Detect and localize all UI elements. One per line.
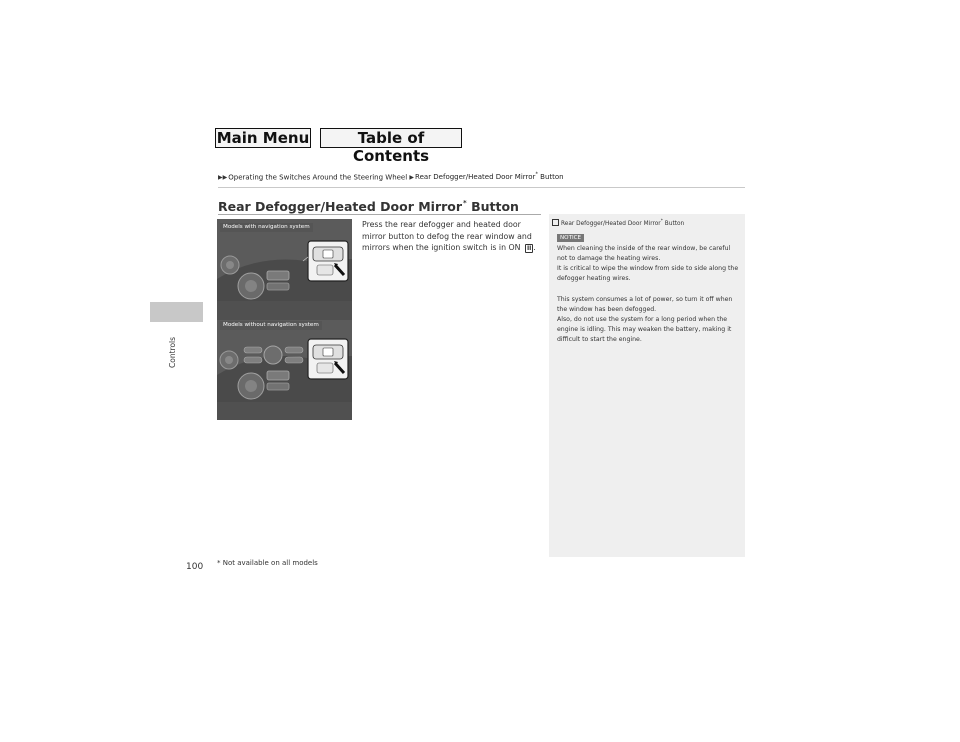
page-number: 100 bbox=[186, 562, 204, 572]
chapter-tab[interactable] bbox=[150, 302, 203, 322]
breadcrumb bbox=[218, 172, 564, 181]
note-paragraph-2: It is critical to wipe the window from side to side along the defogger heating wires. bbox=[557, 265, 739, 282]
dashboard-photo-no-navigation bbox=[217, 320, 352, 420]
note-title: Rear Defogger/Heated Door Mirror* Button bbox=[552, 219, 684, 227]
notice-badge: NOTICE bbox=[557, 234, 584, 242]
title-divider bbox=[218, 214, 541, 215]
breadcrumb-arrow-icon: ▶ bbox=[409, 174, 415, 182]
note-reference-icon bbox=[552, 219, 559, 226]
main-menu-button[interactable]: Main Menu bbox=[216, 129, 310, 147]
chapter-label: Controls bbox=[168, 336, 177, 368]
breadcrumb-item-switches[interactable]: Operating the Switches Around the Steering Wheel bbox=[228, 173, 408, 182]
image-caption-no-navigation: Models without navigation system bbox=[220, 321, 322, 330]
note-paragraph-1: When cleaning the inside of the rear window, be careful not to damage the heating wires. bbox=[557, 245, 731, 262]
image-caption-navigation: Models with navigation system bbox=[220, 223, 313, 232]
breadcrumb-arrow-icon: ▶▶ bbox=[218, 174, 228, 182]
note-paragraph-3: This system consumes a lot of power, so turn it off when the window has been defogged. bbox=[557, 296, 733, 313]
table-of-contents-button[interactable]: Table of Contents bbox=[320, 128, 462, 148]
header-divider bbox=[218, 187, 745, 188]
page-title: Rear Defogger/Heated Door Mirror* Button bbox=[218, 199, 519, 214]
dashboard-illustration-icon bbox=[217, 219, 352, 320]
footnote: * Not available on all models bbox=[217, 559, 318, 567]
ignition-position-badge: II bbox=[526, 245, 532, 252]
dashboard-illustration-icon bbox=[217, 320, 352, 420]
breadcrumb-item-rear-defogger[interactable]: Rear Defogger/Heated Door Mirror* Button bbox=[415, 172, 564, 182]
note-paragraph-4: Also, do not use the system for a long period when the engine is idling. This may weaken the battery, making it difficult to start the engine. bbox=[557, 316, 732, 343]
dashboard-photo-navigation bbox=[217, 219, 352, 320]
body-paragraph: Press the rear defogger and heated door mirror button to defog the rear window and mirrors when the ignition switch is in ON II . bbox=[362, 220, 536, 252]
